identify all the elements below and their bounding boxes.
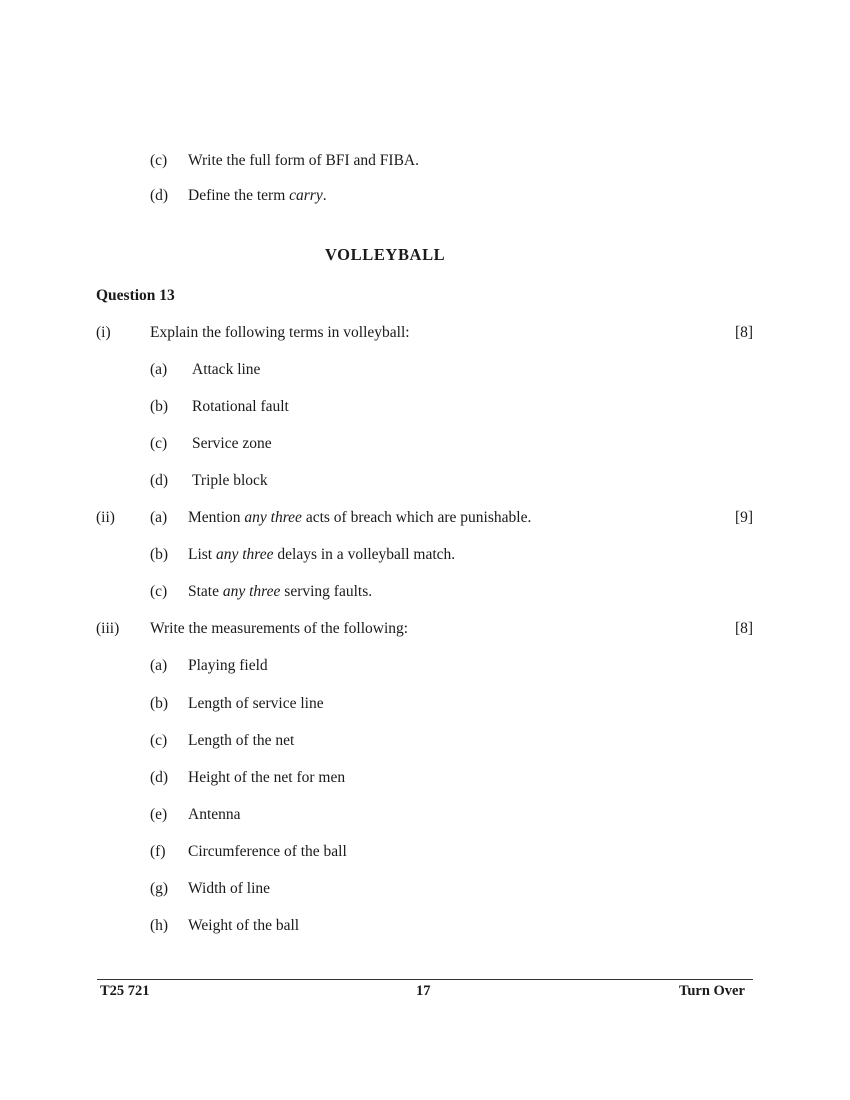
footer-divider xyxy=(97,979,753,980)
marks: [8] xyxy=(735,620,754,637)
emphasis-text: any three xyxy=(244,509,302,526)
sub-item-label: (b) xyxy=(150,695,169,712)
part-label: (i) xyxy=(96,324,111,341)
part-label: (ii) xyxy=(96,509,115,526)
page-number: 17 xyxy=(416,983,431,999)
sub-item-text: Rotational fault xyxy=(192,398,289,415)
sub-item-text: Attack line xyxy=(192,361,261,378)
text-part: delays in a volleyball match. xyxy=(273,546,456,563)
sub-item-label: (a) xyxy=(150,509,168,526)
sub-item-text xyxy=(188,582,372,602)
turn-over-note: Turn Over xyxy=(679,983,745,999)
part-text: Explain the following terms in volleyball: xyxy=(150,324,410,341)
sub-item-label: (d) xyxy=(150,769,169,786)
sub-item-text: Circumference of the ball xyxy=(188,843,347,860)
sub-item-label: (c) xyxy=(150,583,168,600)
sub-item-text: Playing field xyxy=(188,657,268,674)
sub-item-text xyxy=(188,508,531,528)
sub-item-label: (e) xyxy=(150,806,168,823)
part-label: (iii) xyxy=(96,620,120,637)
section-title: VOLLEYBALL xyxy=(325,245,446,264)
text-part: serving faults. xyxy=(280,583,373,600)
sub-item-label: (b) xyxy=(150,546,169,563)
sub-item-text: Write the full form of BFI and FIBA. xyxy=(188,152,419,169)
sub-item-label: (g) xyxy=(150,880,169,897)
text-part: acts of breach which are punishable. xyxy=(301,509,532,526)
emphasis-text: any three xyxy=(216,546,274,563)
sub-item-label: (c) xyxy=(150,732,168,749)
text-part: State xyxy=(188,583,223,600)
sub-item-label: (f) xyxy=(150,843,166,860)
sub-item-text: Length of the net xyxy=(188,732,295,749)
sub-item-text: Antenna xyxy=(188,806,241,823)
text-part: List xyxy=(188,546,216,563)
emphasis-text: carry xyxy=(289,187,323,204)
sub-item-text: Triple block xyxy=(192,472,268,489)
text-part: . xyxy=(322,187,327,204)
sub-item-text: Length of service line xyxy=(188,695,324,712)
marks: [8] xyxy=(735,324,754,341)
sub-item-label: (c) xyxy=(150,152,168,169)
sub-item-label: (a) xyxy=(150,657,168,674)
sub-item-label: (a) xyxy=(150,361,168,378)
paper-code: T25 721 xyxy=(100,983,150,999)
text-part: Define the term xyxy=(188,187,290,204)
marks: [9] xyxy=(735,509,754,526)
sub-item-text: Weight of the ball xyxy=(188,917,300,934)
question-title: Question 13 xyxy=(96,287,175,304)
sub-item-label: (d) xyxy=(150,187,169,204)
sub-item-label: (c) xyxy=(150,435,168,452)
sub-item-label: (d) xyxy=(150,472,169,489)
sub-item-text: Height of the net for men xyxy=(188,769,346,786)
sub-item-label: (h) xyxy=(150,917,169,934)
sub-item-text: Service zone xyxy=(192,435,272,452)
sub-item-text xyxy=(188,186,327,206)
emphasis-text: any three xyxy=(222,583,281,600)
sub-item-label: (b) xyxy=(150,398,169,415)
part-text: Write the measurements of the following: xyxy=(150,620,409,637)
sub-item-text xyxy=(188,545,455,565)
sub-item-text: Width of line xyxy=(188,880,271,897)
text-part: Mention xyxy=(188,509,245,526)
